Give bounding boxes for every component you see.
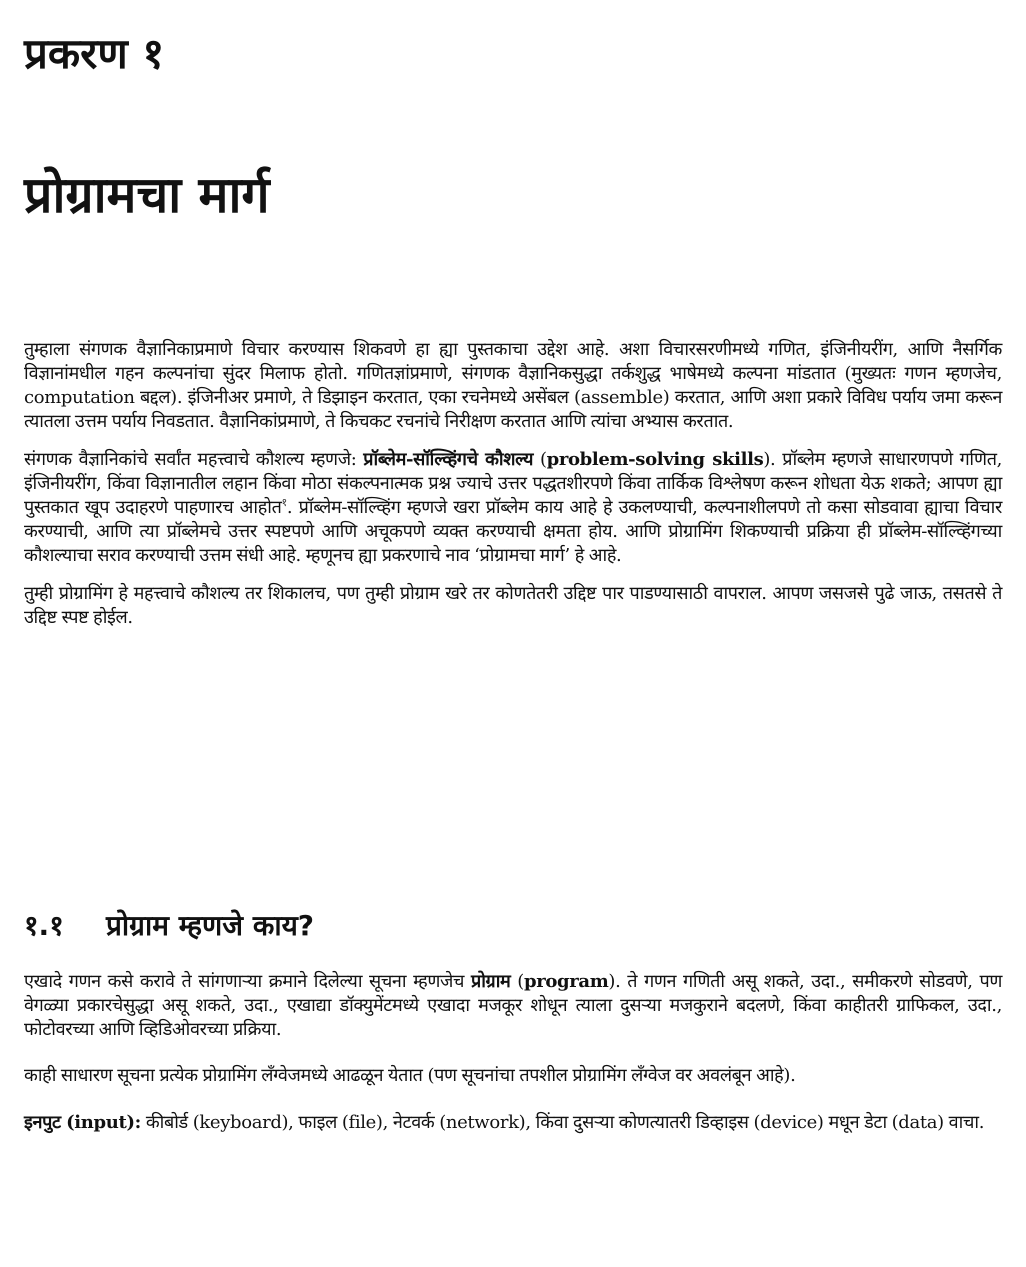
section-heading (24, 906, 314, 946)
section-p1-text-end: ). ते गणन गणिती असू शकते, उदा., समीकरणे सोडवणे, पण वेगळ्या प्रकारचेसुद्धा असू शकते, उदा., एखाद्या डॉक्युमेंटमध्ये एखादा मजकूर शोधून त्याला दुसऱ्या मजकुराने बदलणे, किंवा काहीतरी ग्राफिकल, उदा., फोटोवरच्या आणि व्हिडिओवरच्या प्रक्रिया. (24, 971, 1002, 1040)
intro-p2-text-start: संगणक वैज्ञानिकांचे सर्वांत महत्त्वाचे कौशल्य म्हणजे: (24, 449, 364, 470)
chapter-title: प्रोग्रामचा मार्ग (24, 166, 270, 224)
definition-input (24, 1110, 1002, 1135)
term-problem-solving: प्रॉब्लेम-सॉल्व्हिंगचे कौशल्य (363, 449, 534, 470)
term-program: प्रोग्राम (471, 971, 511, 992)
chapter-label: प्रकरण १ (24, 29, 165, 78)
intro-p2-text-end: . प्रॉब्लेम-सॉल्व्हिंग म्हणजे खरा प्रॉब्लेम काय आहे हे उकलण्याची, कल्पनाशीलपणे तो कसा सोडवावा ह्याचा विचार करण्याची, आणि त्या प्रॉब्लेमचे उत्तर स्पष्टपणे आणि अचूकपणे व्यक्त करण्याची क्षमता होय. आणि प्रोग्रामिंग शिकण्याची प्रक्रिया ही प्रॉब्लेम-सॉल्व्हिंगच्या कौशल्याचा सराव करण्याची उत्तम संधी आहे. म्हणूनच ह्या प्रकरणाचे नाव ‘प्रोग्रामचा मार्ग’ हे आहे. (24, 497, 1002, 566)
section-p1-text-start: एखादे गणन कसे करावे ते सांगणाऱ्या क्रमाने दिलेल्या सूचना म्हणजेच (24, 971, 471, 992)
term-program-en: program (523, 971, 609, 992)
section-paragraph-2: काही साधारण सूचना प्रत्येक प्रोग्रामिंग लँग्वेजमध्ये आढळून येतात (पण सूचनांचा तपशील प्रोग्रामिंग लँग्वेज वर अवलंबून आहे). (24, 1065, 796, 1086)
footnote-marker[interactable]: १ (281, 496, 287, 509)
definition-input-text: कीबोर्ड (keyboard), फाइल (file), नेटवर्क (network), किंवा दुसऱ्या कोणत्यातरी डिव्हाइस (device) मधून डेटा (data) वाचा. (145, 1112, 985, 1133)
intro-paragraph-1: तुम्हाला संगणक वैज्ञानिकाप्रमाणे विचार करण्यास शिकवणे हा ह्या पुस्तकाचा उद्देश आहे. अशा विचारसरणीमध्ये गणित, इंजिनीयरींग, आणि नैसर्गिक विज्ञानांमधील गहन कल्पनांचा सुंदर मिलाफ होतो. गणितज्ञांप्रमाणे, संगणक वैज्ञानिकसुद्धा तर्कशुद्ध भाषेमध्ये कल्पना मांडतात (मुख्यतः गणन म्हणजेच, computation बद्दल). इंजिनीअर प्रमाणे, ते डिझाइन करतात, एका रचनेमध्ये असेंबल (assemble) करतात, आणि अशा प्रकारे विविध पर्याय जमा करून त्यातला उत्तम पर्याय निवडतात. वैज्ञानिकांप्रमाणे, ते किचकट रचनांचे निरीक्षण करतात आणि त्यांचा अभ्यास करतात. (24, 339, 1002, 432)
section-title: प्रोग्राम म्हणजे काय? (106, 909, 315, 942)
section-paragraph-1: एखादे गणन कसे करावे ते सांगणाऱ्या क्रमाने दिलेल्या सूचना म्हणजेच प्रोग्राम (program). ते गणन गणिती असू शकते, उदा., समीकरणे सोडवणे, पण वेगळ्या प्रकारचेसुद्धा असू शकते, उदा., एखाद्या डॉक्युमेंटमध्ये एखादा मजकूर शोधून त्याला दुसऱ्या मजकुराने बदलणे, किंवा काहीतरी ग्राफिकल, उदा., फोटोवरच्या आणि व्हिडिओवरच्या प्रक्रिया. (24, 971, 1002, 1040)
section-number: १.१ (24, 909, 64, 942)
intro-paragraph-3: तुम्ही प्रोग्रामिंग हे महत्त्वाचे कौशल्य तर शिकालच, पण तुम्ही प्रोग्राम खरे तर कोणतेतरी उद्दिष्ट पार पाडण्यासाठी वापराल. आपण जसजसे पुढे जाऊ, तसतसे ते उद्दिष्ट स्पष्ट होईल. (24, 583, 1002, 628)
definition-input-term: इनपुट (input): (24, 1112, 141, 1133)
section-body (24, 970, 1002, 1135)
intro-p2-text-middle: ). प्रॉब्लेम म्हणजे साधारणपणे गणित, इंजिनीयरींग, किंवा विज्ञानातील लहान किंवा मोठा संकल्पनात्मक प्रश्न ज्याचे उत्तर पद्धतशीरपणे किंवा तार्किक विश्लेषण करून शोधता येऊ शकते; आपण ह्या पुस्तकात खूप उदाहरणे पाहणारच आहोत (24, 449, 1003, 518)
term-problem-solving-en: problem-solving skills (546, 449, 764, 470)
chapter-intro (24, 338, 1002, 644)
intro-paragraph-2: संगणक वैज्ञानिकांचे सर्वांत महत्त्वाचे कौशल्य म्हणजे: प्रॉब्लेम-सॉल्व्हिंगचे कौशल्य (problem-solving skills). प्रॉब्लेम म्हणजे साधारणपणे गणित, इंजिनीयरींग, किंवा विज्ञानातील लहान किंवा मोठा संकल्पनात्मक प्रश्न ज्याचे उत्तर पद्धतशीरपणे किंवा तार्किक विश्लेषण करून शोधता येऊ शकते; आपण ह्या पुस्तकात खूप उदाहरणे पाहणारच आहोत$^१$. प्रॉब्लेम-सॉल्व्हिंग म्हणजे खरा प्रॉब्लेम काय आहे हे उकलण्याची, कल्पनाशीलपणे तो कसा सोडवावा ह्याचा विचार करण्याची, आणि त्या प्रॉब्लेमचे उत्तर स्पष्टपणे आणि अचूकपणे व्यक्त करण्याची क्षमता होय. आणि प्रोग्रामिंग शिकण्याची प्रक्रिया ही प्रॉब्लेम-सॉल्व्हिंगच्या कौशल्याचा सराव करण्याची उत्तम संधी आहे. म्हणूनच ह्या प्रकरणाचे नाव ‘प्रोग्रामचा मार्ग’ हे आहे. (24, 449, 1003, 566)
